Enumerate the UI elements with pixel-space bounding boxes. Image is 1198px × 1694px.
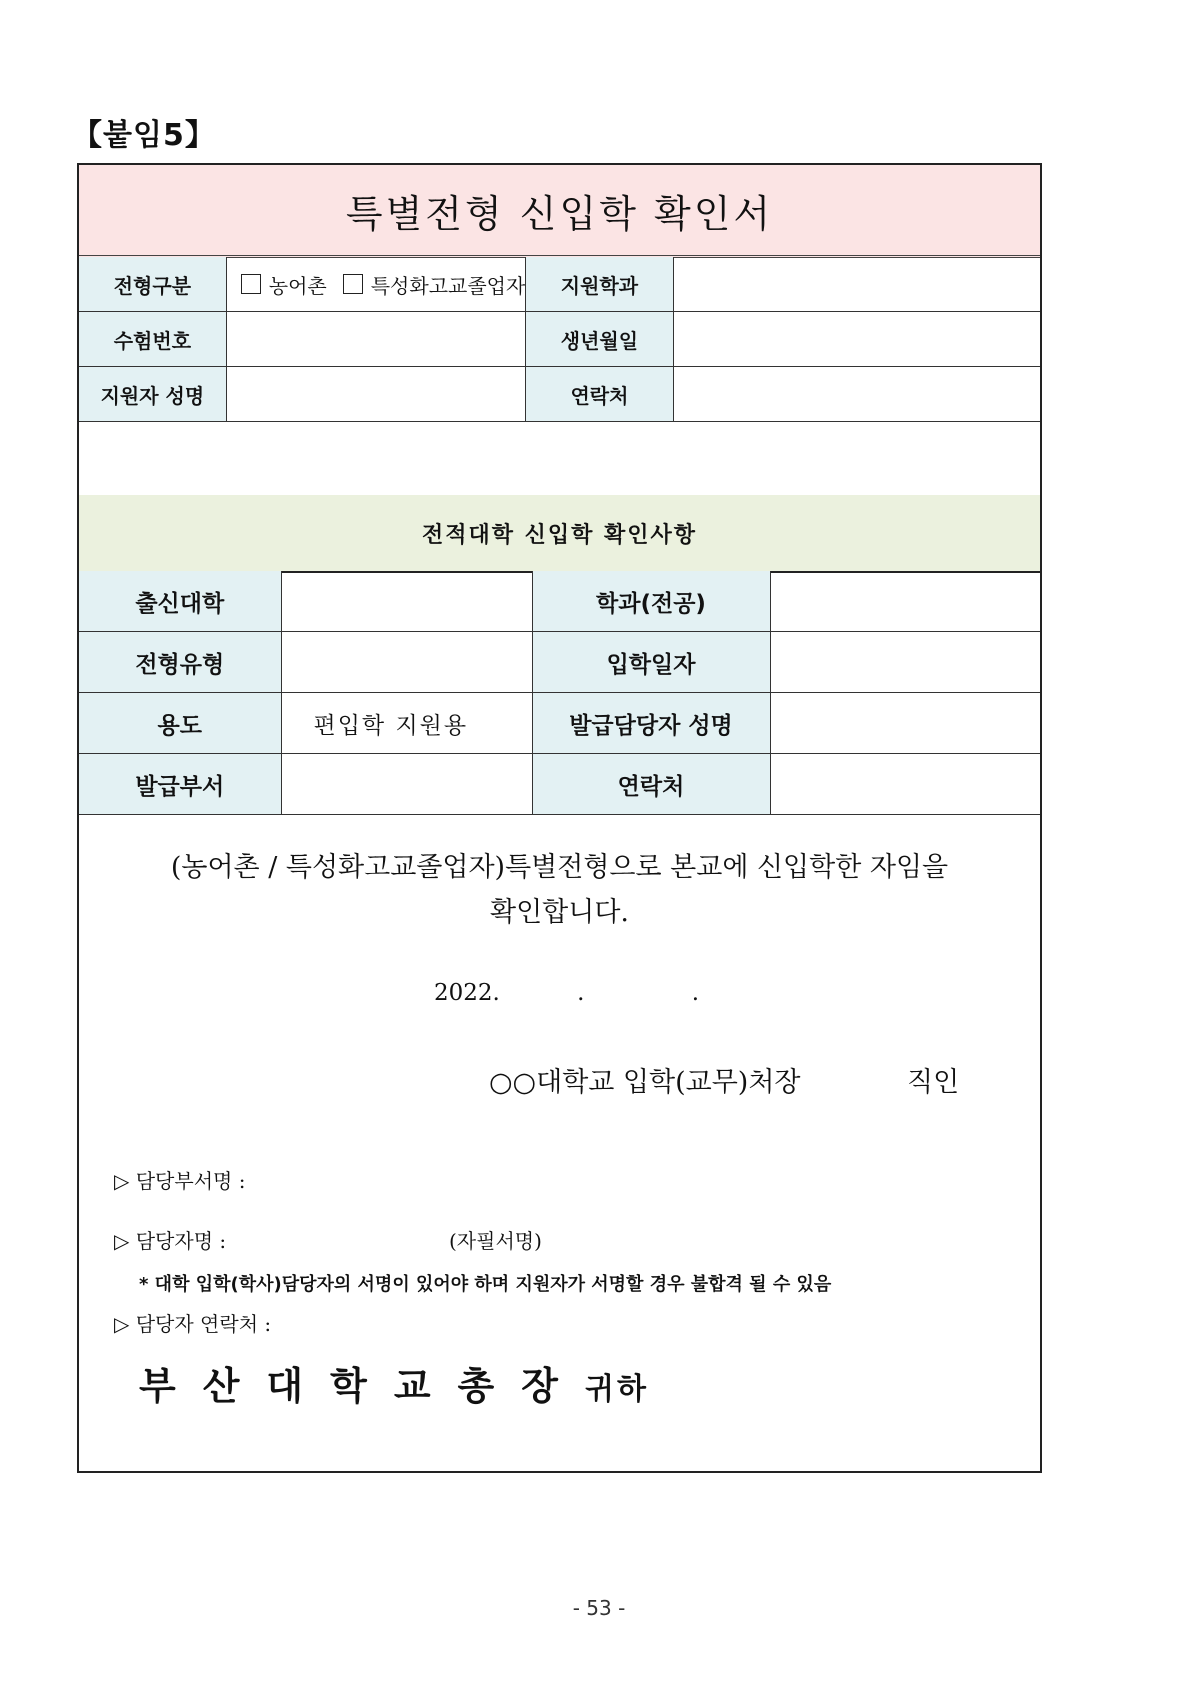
exam-no-field[interactable] <box>226 312 526 367</box>
detail-contact-field[interactable] <box>770 754 1040 815</box>
detail-contact-label: 연락처 <box>532 754 770 815</box>
farm-checkbox[interactable] <box>241 274 261 294</box>
date-year: 2022. <box>434 980 500 1006</box>
statement-line-2: 확인합니다. <box>490 897 629 928</box>
date-dot-day: . <box>691 980 700 1006</box>
recipient-name: 부산대학교총장 <box>139 1363 585 1408</box>
name-field[interactable] <box>226 367 526 422</box>
entrance-date-field[interactable] <box>770 632 1040 693</box>
contact-field[interactable] <box>673 367 1040 422</box>
purpose-label: 용도 <box>79 693 281 754</box>
form-title: 특별전형 신입학 확인서 <box>79 165 1040 258</box>
major-label: 학과(전공) <box>532 571 770 632</box>
confirmation-statement <box>79 845 1040 935</box>
blank-row <box>79 423 1040 497</box>
birth-field[interactable] <box>673 312 1040 367</box>
vocational-option-label: 특성화고교졸업자 <box>370 273 526 298</box>
department-field[interactable] <box>673 257 1040 312</box>
admission-type-field[interactable] <box>281 632 532 693</box>
recipient-suffix: 귀하 <box>584 1372 649 1407</box>
major-field[interactable] <box>770 571 1040 632</box>
confirmation-form <box>77 163 1042 1473</box>
applicant-info-table <box>79 257 1040 422</box>
signature-note: (자필서명) <box>449 1229 542 1253</box>
birth-label: 생년월일 <box>526 312 673 367</box>
department-label: 지원학과 <box>526 257 673 312</box>
statement-line-1: (농어촌 / 특성화고교졸업자)특별전형으로 본교에 신입학한 자임을 <box>170 852 949 883</box>
section-title: 전적대학 신입학 확인사항 <box>79 495 1040 573</box>
name-label: 지원자 성명 <box>79 367 226 422</box>
date-dot-month: . <box>577 980 585 1006</box>
previous-university-table <box>79 571 1040 815</box>
type-label: 전형구분 <box>79 257 226 312</box>
issuing-dept-field[interactable] <box>281 754 532 815</box>
signer-title: ○○대학교 입학(교무)처장 <box>489 1067 801 1098</box>
official-seal-label: 직인 <box>907 1067 960 1098</box>
contact-label: 연락처 <box>526 367 673 422</box>
vocational-checkbox[interactable] <box>343 274 363 294</box>
person-name-line: ▷ 담당자명 : <box>114 1229 227 1253</box>
exam-no-label: 수험번호 <box>79 312 226 367</box>
university-label: 출신대학 <box>79 571 281 632</box>
attachment-label: 【붙임5】 <box>72 118 216 153</box>
page-number: - 53 - <box>572 1596 626 1620</box>
issuing-dept-label: 발급부서 <box>79 754 281 815</box>
admission-type-label: 전형유형 <box>79 632 281 693</box>
recipient <box>139 1355 649 1410</box>
issue-date <box>434 980 699 1006</box>
purpose-value: 편입학 지원용 <box>281 693 532 754</box>
farm-option-label: 농어촌 <box>268 273 327 298</box>
issuer-name-field[interactable] <box>770 693 1040 754</box>
issuer-name-label: 발급담당자 성명 <box>532 693 770 754</box>
dept-name-line: ▷ 담당부서명 : <box>114 1169 246 1193</box>
university-field[interactable] <box>281 571 532 632</box>
person-contact-line: ▷ 담당자 연락처 : <box>114 1312 272 1336</box>
entrance-date-label: 입학일자 <box>532 632 770 693</box>
signature-warning: * 대학 입학(학사)담당자의 서명이 있어야 하며 지원자가 서명할 경우 불합격 될 수 있음 <box>139 1274 832 1295</box>
type-options <box>226 257 526 312</box>
